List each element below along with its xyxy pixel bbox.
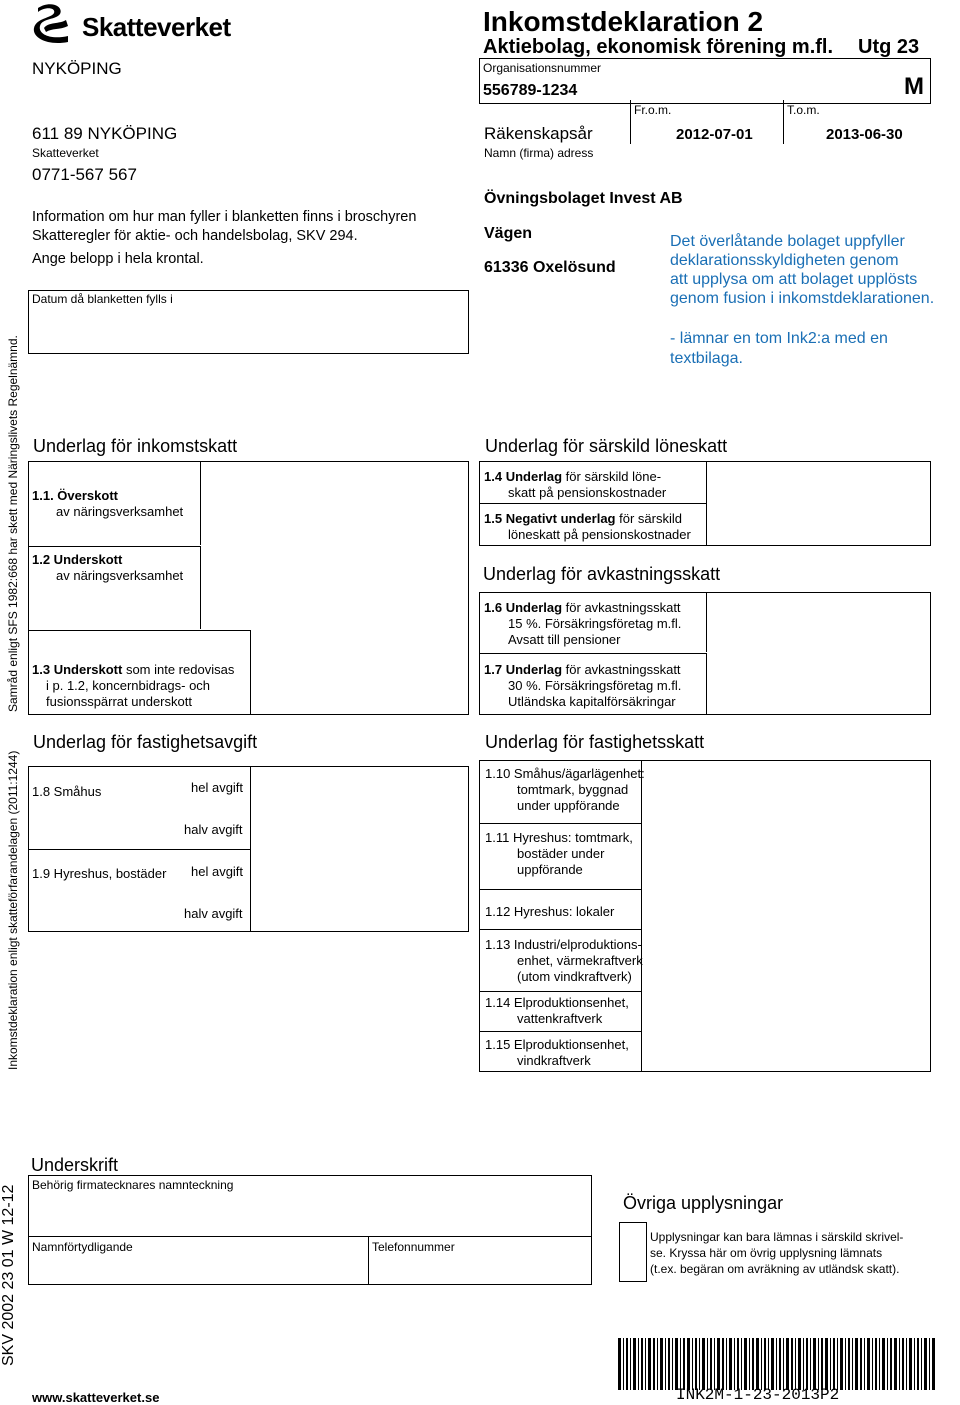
- side-text-inkomstdeklaration: Inkomstdeklaration enligt skatteförfarandelagen (2011:1244): [6, 750, 20, 1070]
- field-1-5-sub: löneskatt på pensionskostnader: [508, 527, 691, 542]
- field-1-8-hel-label: hel avgift: [191, 780, 244, 795]
- field-1-14-input[interactable]: [642, 991, 930, 1030]
- field-1-12-input[interactable]: [642, 889, 930, 928]
- fusion-info: [670, 232, 934, 308]
- textbilaga-line-1: - lämnar en tom Ink2:a med en: [670, 330, 888, 347]
- field-1-5-label: 1.5 Negativt underlag för särskild löneskatt på pensionskostnader: [484, 511, 691, 542]
- to-label: T.o.m.: [787, 103, 820, 117]
- field-1-10-label: 1.10 Småhus/ägarlägenhet: tomtmark, byggnad under uppförande: [485, 766, 645, 813]
- form-edition: Utg 23: [858, 36, 920, 58]
- section-avkastningsskatt: Underlag för avkastningsskatt: [483, 564, 721, 584]
- name-clarification-field[interactable]: [28, 1237, 369, 1285]
- section-ovriga-upplysningar: Övriga upplysningar: [623, 1193, 784, 1213]
- ovriga-checkbox[interactable]: [619, 1222, 647, 1282]
- field-1-3-input[interactable]: [250, 630, 468, 714]
- fusion-line-3: att upplysa om att bolaget upplösts: [670, 271, 918, 288]
- logo-wordmark: Skatteverket: [82, 12, 231, 42]
- section-fastighetsskatt: Underlag för fastighetsskatt: [485, 732, 705, 752]
- field-1-13-label: 1.13 Industri/elproduktions- enhet, värmekraftverk (utom vindkraftverk): [485, 937, 643, 984]
- field-1-2-label: [32, 552, 183, 584]
- field-1-11-label: 1.11 Hyreshus: tomtmark, bostäder under uppförande: [485, 830, 633, 877]
- field-1-9-label: 1.9 Hyreshus, bostäder: [32, 866, 167, 881]
- field-1-3-line-2: i p. 1.2, koncernbidrags- och: [46, 678, 211, 693]
- crown-logo-icon: [30, 2, 76, 46]
- phone-label: Telefonnummer: [372, 1240, 455, 1254]
- field-1-3-line-3: fusionsspärrat underskott: [46, 694, 192, 709]
- field-1-15-input[interactable]: [642, 1031, 930, 1071]
- section-underskrift: Underskrift: [31, 1155, 119, 1175]
- textbilaga-line-2: textbilaga.: [670, 350, 743, 367]
- website-link[interactable]: www.skatteverket.se: [32, 1390, 160, 1405]
- form-letter: M: [904, 73, 924, 100]
- barcode-icon: [618, 1338, 938, 1390]
- field-1-8-halv-label: halv avgift: [184, 822, 243, 837]
- field-1-15-label: 1.15 Elproduktionsenhet, vindkraftverk: [485, 1037, 629, 1068]
- phone-number: 0771-567 567: [32, 165, 137, 184]
- field-1-7-input[interactable]: [706, 653, 930, 714]
- field-1-1-input[interactable]: [200, 462, 468, 545]
- name-address-label: Namn (firma) adress: [484, 146, 594, 160]
- field-1-2-title: 1.2 Underskott: [32, 552, 123, 567]
- from-label: Fr.o.m.: [634, 103, 672, 117]
- field-1-6-sub-2: Avsatt till pensioner: [508, 632, 621, 647]
- textbilaga-info: [670, 329, 888, 369]
- company-zip-city: 61336 Oxelösund: [484, 259, 616, 276]
- section-sarskild-loneskatt: Underlag för särskild löneskatt: [485, 436, 728, 456]
- field-1-14-label: 1.14 Elproduktionsenhet, vattenkraftverk: [485, 995, 629, 1026]
- fusion-line-2: deklarationsskyldigheten genom: [670, 252, 899, 269]
- field-1-1-label: [32, 488, 183, 520]
- signature-field[interactable]: [28, 1175, 592, 1237]
- field-1-3-label: [32, 662, 234, 710]
- field-1-4-sub: skatt på pensionskostnader: [508, 485, 667, 500]
- field-1-7-sub-1: 30 %. Försäkringsföretag m.fl.: [508, 678, 682, 693]
- orgnr-value: 556789-1234: [483, 82, 578, 99]
- field-1-6-input[interactable]: [706, 593, 930, 652]
- field-1-6-label: 1.6 Underlag för avkastningsskatt 15 %. Försäkringsföretag m.fl. Avsatt till pensioner: [484, 600, 682, 647]
- phone-field[interactable]: [368, 1237, 592, 1285]
- info-line-3: Ange belopp i hela krontal.: [32, 251, 204, 267]
- field-1-13-input[interactable]: [642, 929, 930, 990]
- orgnr-label: Organisationsnummer: [483, 61, 602, 75]
- fusion-line-4: genom fusion i inkomstdeklarationen.: [670, 290, 935, 307]
- field-1-10-input[interactable]: [642, 761, 930, 822]
- field-1-5-input[interactable]: [706, 503, 930, 545]
- field-1-4-label: 1.4 Underlag för särskild löne- skatt på pensionskostnader: [484, 469, 667, 500]
- fiscal-year-label: Räkenskapsår: [484, 124, 593, 143]
- fiscal-from[interactable]: 2012-07-01: [676, 126, 753, 143]
- date-field[interactable]: [28, 290, 469, 354]
- field-1-2-input[interactable]: [200, 546, 468, 629]
- org-label: Skatteverket: [32, 146, 99, 160]
- ovriga-text: Upplysningar kan bara lämnas i särskild skrivel- se. Kryssa här om övrig upplysning lämnats (t.ex. begäran om avräkning av utländsk skatt).: [650, 1230, 904, 1276]
- form-title: Inkomstdeklaration 2: [483, 6, 764, 37]
- side-text-skv: SKV 2002 23 01 W 12-12: [0, 1184, 17, 1366]
- field-1-1-sub: av näringsverksamhet: [56, 504, 184, 519]
- postal-address: 611 89 NYKÖPING: [32, 124, 178, 143]
- fiscal-divider-1: [630, 100, 631, 144]
- field-1-1-title: 1.1. Överskott: [32, 488, 118, 503]
- orgnr-field[interactable]: [479, 58, 931, 104]
- field-1-11-input[interactable]: [642, 823, 930, 888]
- skatteverket-logo: [30, 2, 245, 48]
- field-1-8-halv-input[interactable]: [251, 808, 468, 848]
- field-1-6-sub-1: 15 %. Försäkringsföretag m.fl.: [508, 616, 682, 631]
- city-label: NYKÖPING: [32, 59, 122, 78]
- info-line-1: Information om hur man fyller i blanketten finns i broschyren: [32, 209, 417, 225]
- company-street: Vägen: [484, 225, 533, 242]
- field-1-12-label: 1.12 Hyreshus: lokaler: [485, 904, 615, 919]
- field-1-9-halv-input[interactable]: [251, 890, 468, 931]
- date-field-label: Datum då blanketten fylls i: [32, 292, 173, 306]
- field-1-9-halv-label: halv avgift: [184, 906, 243, 921]
- info-line-2: Skatteregler för aktie- och handelsbolag, SKV 294.: [32, 228, 358, 244]
- form-code: INK2M-1-23-2013P2: [676, 1386, 840, 1404]
- fiscal-divider-2: [783, 100, 784, 144]
- field-1-7-sub-2: Utländska kapitalförsäkringar: [508, 694, 676, 709]
- form-subtitle: Aktiebolag, ekonomisk förening m.fl.: [483, 36, 834, 58]
- field-1-7-label: 1.7 Underlag för avkastningsskatt 30 %. Försäkringsföretag m.fl. Utländska kapitalförsäkringar: [484, 662, 682, 709]
- section-inkomstskatt: Underlag för inkomstskatt: [33, 436, 238, 456]
- field-1-8-hel-input[interactable]: [251, 767, 468, 807]
- section-fastighetsavgift: Underlag för fastighetsavgift: [33, 732, 258, 752]
- name-clarification-label: Namnförtydligande: [32, 1240, 133, 1254]
- fusion-line-1: Det överlåtande bolaget uppfyller: [670, 233, 905, 250]
- field-1-2-sub: av näringsverksamhet: [56, 568, 184, 583]
- field-1-9-hel-label: hel avgift: [191, 864, 244, 879]
- side-text-samrad: Samråd enligt SFS 1982:668 har skett med Näringslivets Regelnämnd.: [6, 335, 20, 712]
- field-1-8-label: 1.8 Småhus: [32, 784, 102, 799]
- field-1-9-hel-input[interactable]: [251, 849, 468, 889]
- field-1-3-line-1: 1.3 Underskott som inte redovisas: [32, 662, 235, 677]
- company-name: Övningsbolaget Invest AB: [484, 190, 683, 207]
- signature-label: Behörig firmatecknares namnteckning: [32, 1178, 234, 1192]
- field-1-4-input[interactable]: [706, 462, 930, 503]
- fiscal-to[interactable]: 2013-06-30: [826, 126, 903, 143]
